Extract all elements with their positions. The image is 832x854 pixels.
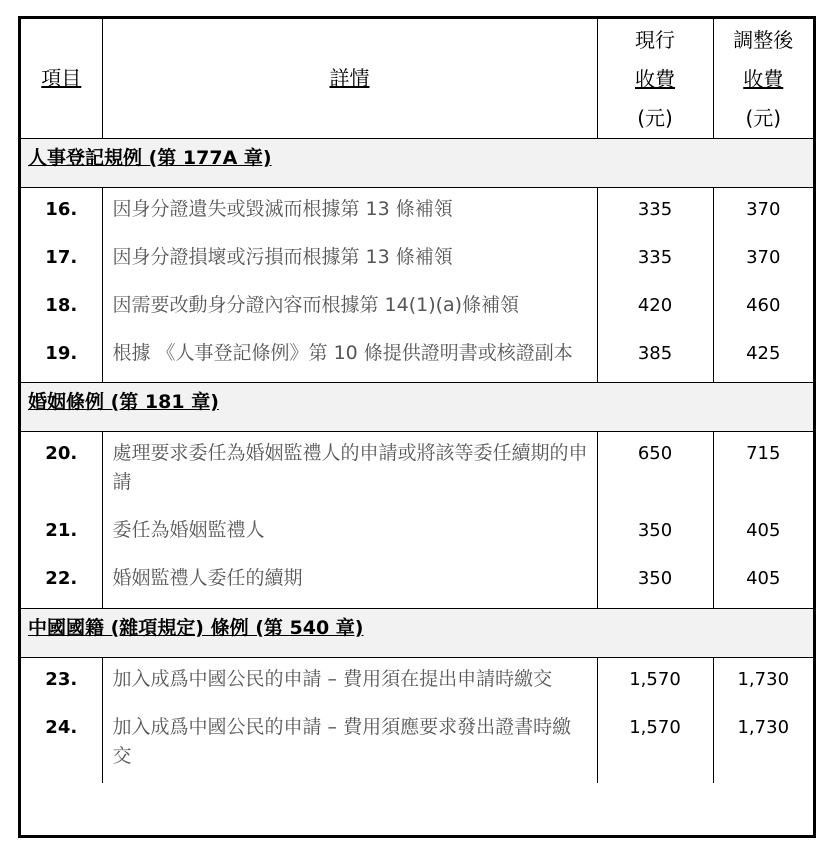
header-item: 項目 <box>21 19 102 139</box>
header-current-fee: 現行 收費 (元) <box>597 19 713 139</box>
table-row: 18. 因需要改動身分證內容而根據第 14(1)(a)條補領 420 460 <box>21 272 813 320</box>
table-row: 19. 根據 《人事登記條例》第 10 條提供證明書或核證副本 385 425 <box>21 320 813 383</box>
header-adjusted-fee: 調整後 收費 (元) <box>713 19 813 139</box>
table-row: 16. 因身分證遺失或毀滅而根據第 13 條補領 335 370 <box>21 188 813 225</box>
table-row: 21. 委任為婚姻監禮人 350 405 <box>21 497 813 545</box>
header-row <box>21 19 813 139</box>
header-details: 詳情 <box>102 19 597 139</box>
table-row: 20. 處理要求委任為婚姻監禮人的申請或將該等委任續期的申請 650 715 <box>21 432 813 498</box>
table-row: 24. 加入成爲中國公民的申請 – 費用須應要求發出證書時繳交 1,570 1,730 <box>21 694 813 783</box>
section-header: 人事登記規例 (第 177A 章) <box>21 139 813 188</box>
table-row: 17. 因身分證損壞或污損而根據第 13 條補領 335 370 <box>21 224 813 272</box>
table-row: 23. 加入成爲中國公民的申請 – 費用須在提出申請時繳交 1,570 1,730 <box>21 658 813 695</box>
fee-table <box>21 19 813 783</box>
section-header: 中國國籍 (雜項規定) 條例 (第 540 章) <box>21 609 813 658</box>
table-row: 22. 婚姻監禮人委任的續期 350 405 <box>21 545 813 609</box>
section-header: 婚姻條例 (第 181 章) <box>21 383 813 432</box>
